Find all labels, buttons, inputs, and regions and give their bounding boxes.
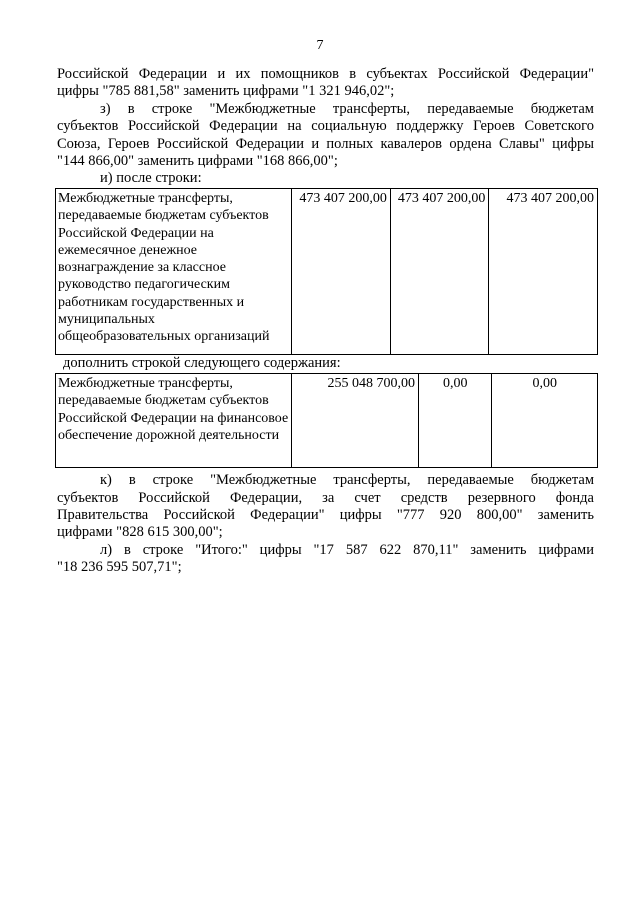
page-number: 7	[316, 38, 324, 53]
table-cell-name: Межбюджетные трансферты, передаваемые бюджетам субъектов Российской Федерации на финансовое обеспечение дорожной деятельности	[56, 374, 292, 468]
table-after-row	[55, 188, 598, 355]
table-cell-value-3: 0,00	[492, 374, 598, 468]
table-cell-value-1: 473 407 200,00	[292, 189, 391, 355]
table-new-row	[55, 373, 598, 468]
paragraph-z-line-2: субъектов Российской Федерации на социальную поддержку Героев Советского	[57, 118, 594, 134]
paragraph-k-line-1: к) в строке "Межбюджетные трансферты, передаваемые бюджетам	[100, 472, 594, 488]
paragraph-k-line-2: субъектов Российской Федерации, за счет средств резервного фонда	[57, 490, 594, 506]
paragraph-z-line-1: з) в строке "Межбюджетные трансферты, передаваемые бюджетам	[100, 101, 594, 117]
paragraph-1-line-1: Российской Федерации и их помощников в субъектах Российской Федерации"	[57, 66, 594, 82]
table-cell-value-2: 473 407 200,00	[390, 189, 489, 355]
paragraph-z-line-4: "144 866,00" заменить цифрами "168 866,00";	[57, 153, 338, 169]
table-row	[56, 189, 598, 355]
table-row	[56, 374, 598, 468]
paragraph-add-row: дополнить строкой следующего содержания:	[63, 355, 341, 371]
paragraph-k-line-4: цифрами "828 615 300,00";	[57, 524, 223, 540]
paragraph-k-line-3: Правительства Российской Федерации" цифры "777 920 800,00" заменить	[57, 507, 594, 523]
paragraph-l-line-2: "18 236 595 507,71";	[57, 559, 182, 575]
paragraph-z-line-3: Союза, Героев Российской Федерации и полных кавалеров ордена Славы" цифры	[57, 136, 594, 152]
table-cell-value-3: 473 407 200,00	[489, 189, 598, 355]
paragraph-1-line-2: цифры "785 881,58" заменить цифрами "1 321 946,02";	[57, 83, 395, 99]
table-cell-value-1: 255 048 700,00	[292, 374, 419, 468]
table-cell-value-2: 0,00	[418, 374, 491, 468]
table-cell-name: Межбюджетные трансферты, передаваемые бюджетам субъектов Российской Федерации на ежемесячное денежное вознаграждение за классное руководство педагогическим работникам государственных и муниципальных общеобразовательных организаций	[56, 189, 292, 355]
paragraph-l-line-1: л) в строке "Итого:" цифры "17 587 622 870,11" заменить цифрами	[100, 542, 594, 558]
paragraph-i: и) после строки:	[100, 170, 202, 186]
